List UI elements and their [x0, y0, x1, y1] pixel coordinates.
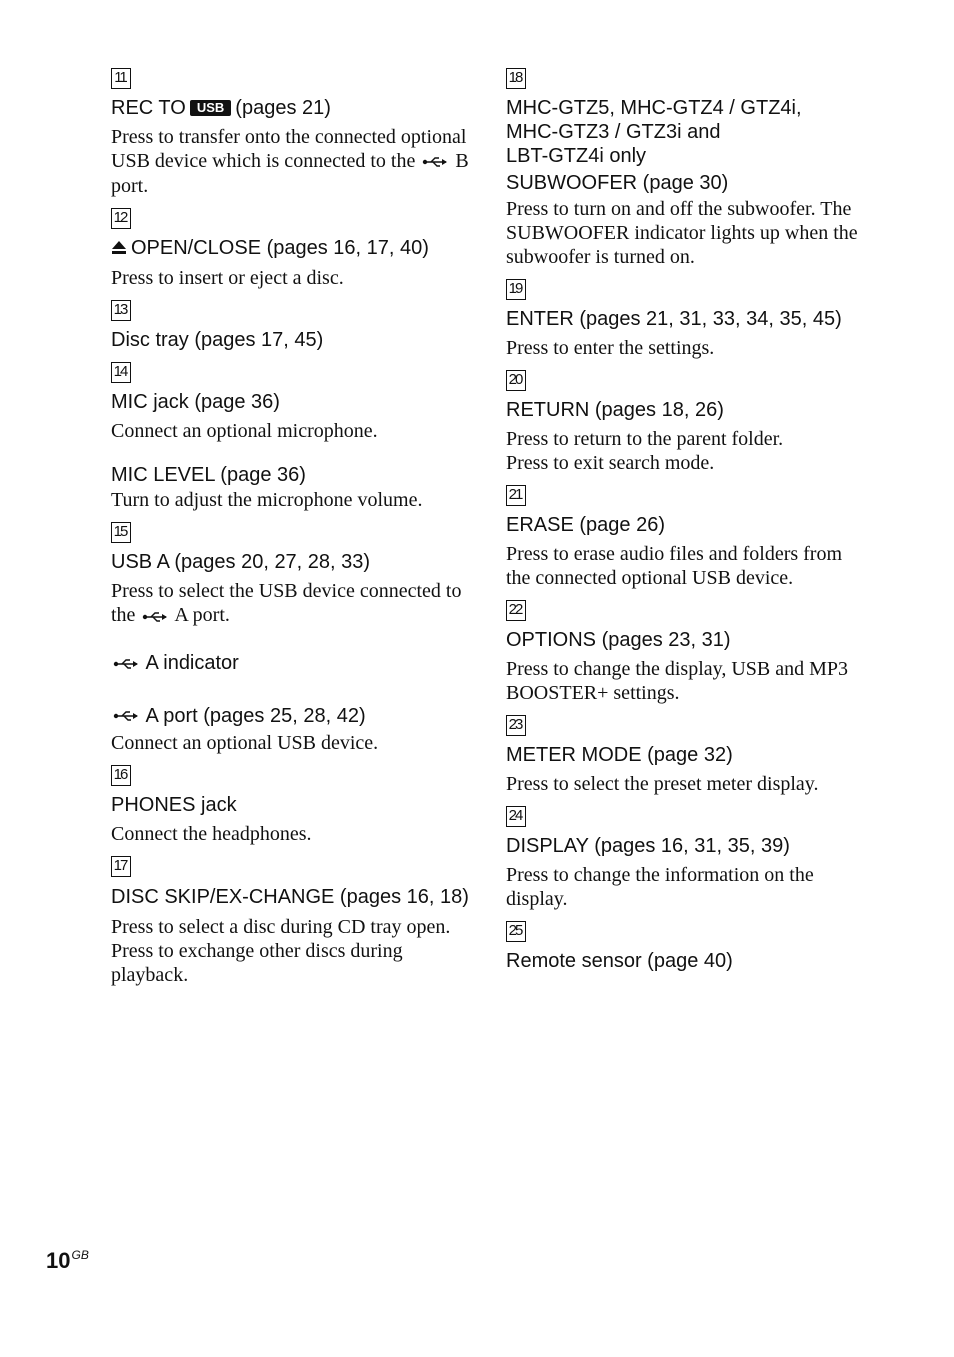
entry-heading: OPTIONS (pages 23, 31): [506, 629, 731, 651]
entry-12: [111, 208, 471, 290]
entry-23: [506, 715, 866, 796]
entry-heading: OPEN/CLOSE (pages 16, 17, 40): [111, 236, 471, 261]
entry-description: Press to transfer onto the connected optional USB device which is connected to the B port.: [111, 126, 469, 198]
entry-heading: Remote sensor (page 40): [506, 950, 733, 972]
right-column: [506, 68, 866, 973]
usb-icon: [113, 652, 139, 676]
item-number: 17: [111, 856, 131, 877]
entry-14: [111, 362, 471, 512]
entry-description: Press to enter the settings.: [506, 337, 715, 359]
entry-heading: REC TO USB (pages 21): [111, 97, 331, 119]
entry-subheading: A indicator: [111, 651, 471, 676]
entry-16: [111, 765, 471, 846]
item-number: 16: [111, 765, 131, 786]
entry-subheading: MIC LEVEL (page 36): [111, 464, 306, 487]
entry-heading: USB A (pages 20, 27, 28, 33): [111, 551, 371, 574]
entry-22: [506, 600, 866, 705]
usb-icon: [113, 704, 139, 728]
item-number: 15: [111, 522, 131, 543]
item-number: 23: [506, 715, 526, 736]
entry-description: Press to select a disc during CD tray open. Press to exchange other discs during playback.: [111, 916, 451, 987]
entry-21: [506, 485, 866, 590]
entry-heading: ENTER (pages 21, 31, 33, 34, 35, 45): [506, 308, 842, 330]
entry-24: [506, 806, 866, 911]
item-number: 11: [111, 68, 131, 89]
entry-18: [506, 68, 866, 269]
entry-description: Connect the headphones.: [111, 823, 312, 846]
item-number: 21: [506, 485, 526, 506]
page-number-value: 10: [46, 1248, 71, 1273]
entry-heading: DISPLAY (pages 16, 31, 35, 39): [506, 835, 790, 857]
usb-badge: USB: [190, 100, 231, 116]
entry-17: [111, 856, 471, 987]
entry-heading: ERASE (page 26): [506, 514, 665, 536]
entry-heading: RETURN (pages 18, 26): [506, 399, 724, 421]
item-number: 22: [506, 600, 526, 621]
left-column: [111, 68, 471, 987]
item-number: 14: [111, 362, 131, 383]
entry-heading: METER MODE (page 32): [506, 744, 733, 766]
entry-heading: MIC jack (page 36): [111, 391, 280, 414]
entry-description: Press to change the information on the display.: [506, 864, 814, 910]
item-number: 25: [506, 921, 526, 942]
eject-icon: [111, 237, 127, 261]
usb-icon: [422, 150, 448, 174]
entry-11: [111, 68, 471, 198]
entry-13: [111, 300, 471, 352]
page-number: [46, 1248, 89, 1274]
entry-description: Press to select the USB device connected to the A port.: [111, 579, 471, 628]
page-region: GB: [71, 1248, 89, 1262]
entry-19: [506, 279, 866, 360]
entry-description: Press to select the preset meter display.: [506, 773, 819, 795]
entry-subheading: A port (pages 25, 28, 42): [111, 704, 471, 729]
entry-description: Press to return to the parent folder. Press to exit search mode.: [506, 428, 784, 474]
entry-heading: PHONES jack: [111, 794, 237, 817]
entry-description: Press to insert or eject a disc.: [111, 267, 344, 290]
entry-heading: Disc tray (pages 17, 45): [111, 329, 324, 352]
entry-description: Press to change the display, USB and MP3 BOOSTER+ settings.: [506, 658, 849, 704]
entry-description: Turn to adjust the microphone volume.: [111, 489, 423, 512]
item-number: 24: [506, 806, 526, 827]
item-number: 20: [506, 370, 526, 391]
entry-15: [111, 522, 471, 755]
entry-description: Press to turn on and off the subwoofer. The SUBWOOFER indicator lights up when the subwoofer is turned on.: [506, 198, 858, 268]
item-number: 19: [506, 279, 526, 300]
usb-icon: [142, 605, 168, 629]
entry-description: Connect an optional USB device.: [111, 732, 379, 755]
entry-description: Connect an optional microphone.: [111, 420, 378, 443]
item-number: 12: [111, 208, 131, 229]
item-number: 13: [111, 300, 131, 321]
entry-description: Press to erase audio files and folders from the connected optional USB device.: [506, 543, 843, 589]
entry-heading: DISC SKIP/EX-CHANGE (pages 16, 18): [111, 886, 469, 909]
entry-25: [506, 921, 866, 973]
item-number: 18: [506, 68, 526, 89]
entry-heading: MHC-GTZ5, MHC-GTZ4 / GTZ4i, MHC-GTZ3 / GTZ3i and LBT-GTZ4i only SUBWOOFER (page 30): [506, 97, 802, 194]
entry-20: [506, 370, 866, 475]
